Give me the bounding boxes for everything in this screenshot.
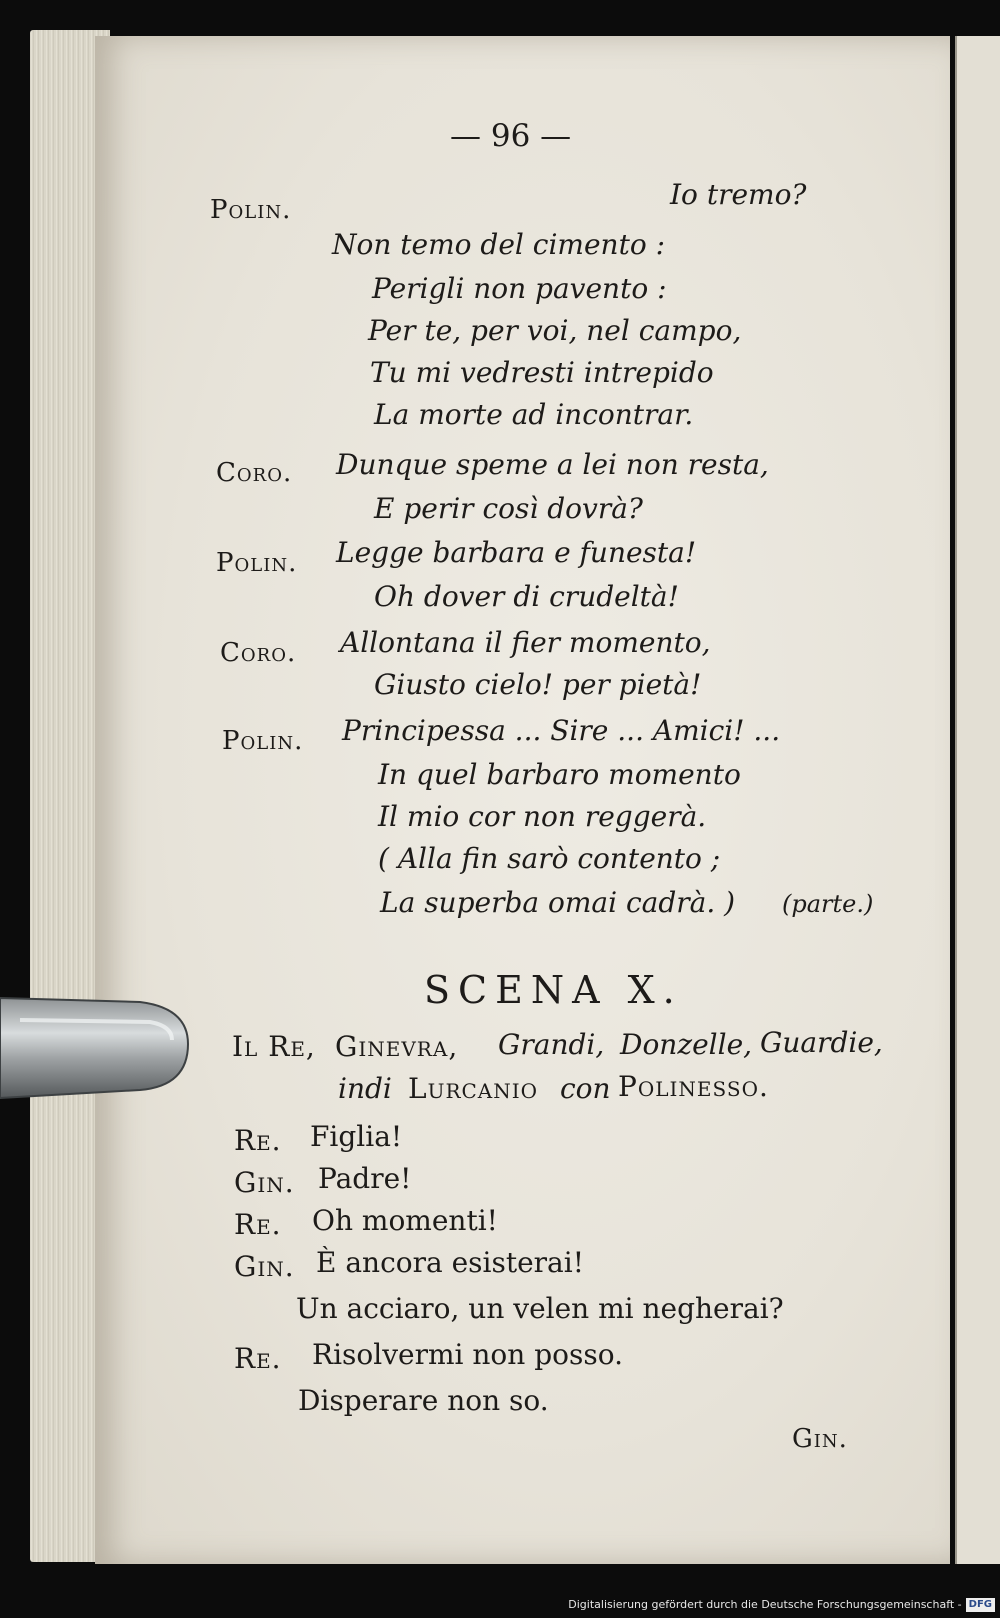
cast-name: Lurcanio bbox=[408, 1072, 539, 1105]
verse-line: Allontana il fier momento, bbox=[340, 626, 711, 659]
speaker-label: Polin. bbox=[210, 195, 292, 225]
verse-line: E perir così dovrà? bbox=[374, 492, 643, 525]
cast-name: Il Re, bbox=[232, 1030, 316, 1063]
digitization-footer bbox=[0, 1592, 995, 1618]
cast-connector: con bbox=[560, 1072, 611, 1105]
speaker-label: Gin. bbox=[234, 1250, 295, 1283]
speaker-label: Polin. bbox=[222, 726, 304, 756]
verse-line: Risolvermi non posso. bbox=[312, 1338, 624, 1371]
cast-name: Ginevra, bbox=[335, 1030, 459, 1063]
speaker-label: Coro. bbox=[220, 638, 297, 668]
verse-line: Legge barbara e funesta! bbox=[336, 536, 697, 569]
speaker-label: Re. bbox=[234, 1124, 282, 1157]
cast-name: Grandi, bbox=[498, 1028, 605, 1061]
verse-line: Un acciaro, un velen mi negherai? bbox=[296, 1292, 784, 1325]
cast-name: Guardie, bbox=[760, 1026, 883, 1059]
speaker-label: Re. bbox=[234, 1208, 282, 1241]
page-clip bbox=[0, 990, 195, 1120]
verse-line: Perigli non pavento : bbox=[372, 272, 667, 305]
speaker-label: Re. bbox=[234, 1342, 282, 1375]
verse-line: Figlia! bbox=[310, 1120, 403, 1153]
verse-line: Non temo del cimento : bbox=[332, 228, 666, 261]
page-number: — 96 — bbox=[450, 118, 572, 154]
verse-line: In quel barbaro momento bbox=[378, 758, 741, 791]
next-page-edge bbox=[955, 36, 1000, 1564]
speaker-label: Coro. bbox=[216, 458, 293, 488]
verse-line: Disperare non so. bbox=[298, 1384, 549, 1417]
scene-title: SCENA X. bbox=[424, 968, 683, 1012]
verse-line: Il mio cor non reggerà. bbox=[378, 800, 707, 833]
cast-name: Polinesso. bbox=[618, 1070, 769, 1103]
catchword: Gin. bbox=[792, 1424, 848, 1454]
verse-line: Padre! bbox=[318, 1162, 412, 1195]
verse-line: Per te, per voi, nel campo, bbox=[368, 314, 742, 347]
verse-line: La morte ad incontrar. bbox=[374, 398, 694, 431]
verse-line: ( Alla fin sarò contento ; bbox=[378, 842, 721, 875]
dfg-logo: DFG bbox=[966, 1598, 995, 1612]
verse-line: Tu mi vedresti intrepido bbox=[370, 356, 714, 389]
speaker-label: Polin. bbox=[216, 548, 298, 578]
speaker-label: Gin. bbox=[234, 1166, 295, 1199]
verse-line: Giusto cielo! per pietà! bbox=[374, 668, 702, 701]
footer-text: Digitalisierung gefördert durch die Deutsche Forschungsgemeinschaft - bbox=[568, 1598, 962, 1611]
verse-line: Principessa ... Sire ... Amici! ... bbox=[342, 714, 781, 747]
cast-name: Donzelle, bbox=[620, 1028, 753, 1061]
verse-line: Io tremo? bbox=[670, 178, 807, 211]
verse-line: La superba omai cadrà. ) bbox=[380, 886, 736, 919]
verse-line: Oh momenti! bbox=[312, 1204, 498, 1237]
verse-line: È ancora esisterai! bbox=[316, 1246, 584, 1279]
verse-line: Oh dover di crudeltà! bbox=[374, 580, 679, 613]
stage-direction: (parte.) bbox=[782, 890, 874, 918]
verse-line: Dunque speme a lei non resta, bbox=[336, 448, 769, 481]
cast-connector: indi bbox=[338, 1072, 392, 1105]
